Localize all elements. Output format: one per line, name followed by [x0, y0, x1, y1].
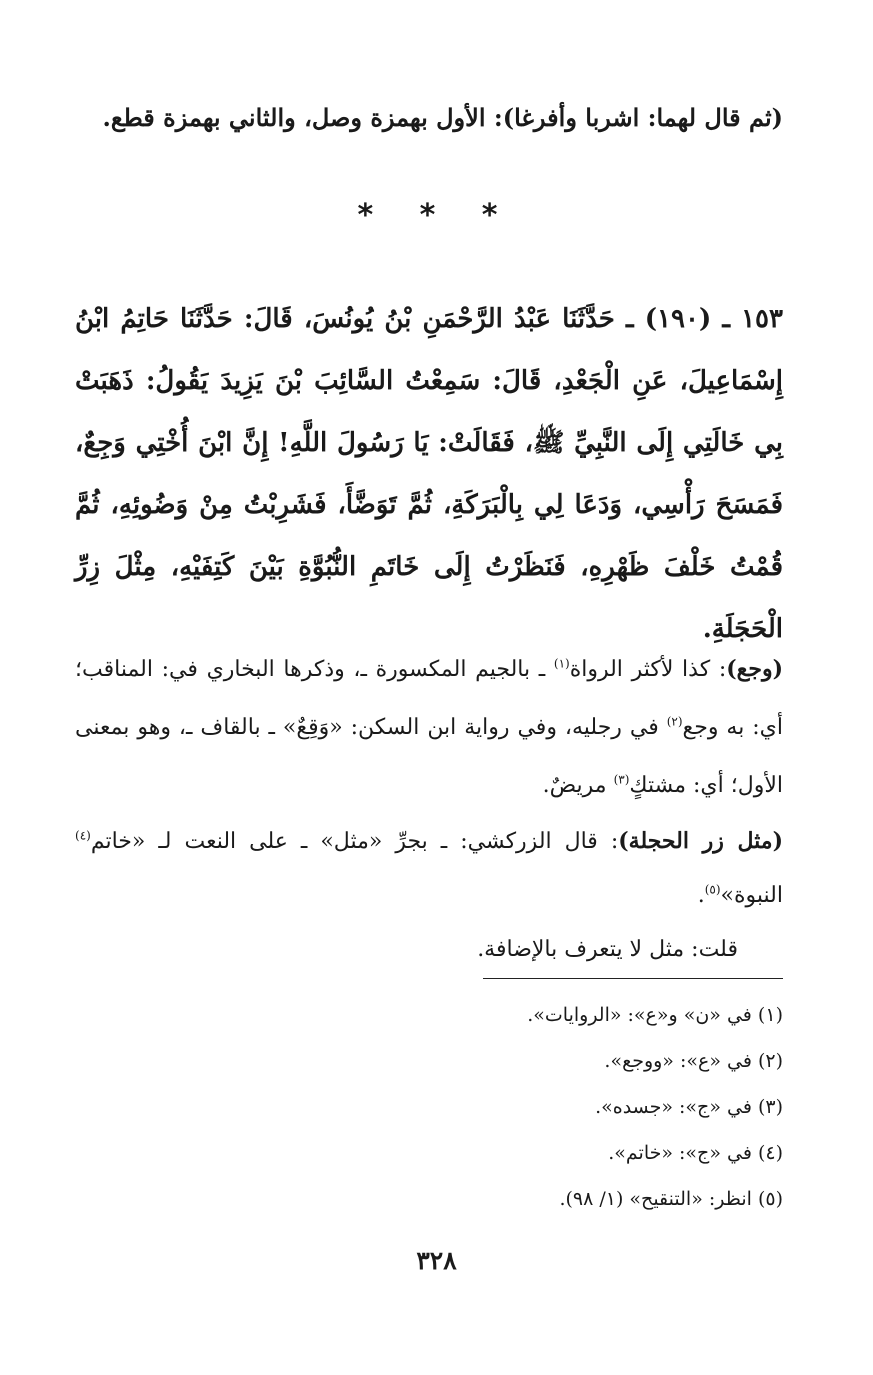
commentary-text: : كذا لأكثر الرواة	[569, 657, 727, 682]
footnote-ref-5: (٥)	[704, 882, 721, 897]
footnote-divider	[483, 978, 783, 979]
page-number: ٣٢٨	[416, 1246, 457, 1275]
commentary-label: (مثل زر الحجلة)	[618, 828, 783, 854]
footnotes-list	[75, 992, 783, 1222]
commentary-text: في رجليه، وفي رواية ابن السكن: «وَقِعٌ» ـ بالقاف ـ، وهو بمعنى الأول؛ أي: مشتكٍ	[75, 715, 783, 798]
footnote-item: (٤) في «ج»: «خاتم».	[608, 1142, 783, 1164]
footnote-item: (٢) في «ع»: «ووجع».	[604, 1050, 783, 1072]
footnote-item: (٥) انظر: «التنقيح» (١/ ٩٨).	[559, 1188, 783, 1210]
footnote-ref-4: (٤)	[75, 828, 91, 843]
footnote-item: (١) في «ن» و«ع»: «الروايات».	[527, 1004, 783, 1026]
commentary-text: ـ بالجيم المكسورة ـ، وذكرها البخاري في: المناقب؛ أي: به وجع	[75, 657, 784, 740]
section-separator: * * *	[357, 198, 516, 233]
commentary-zirr	[75, 814, 783, 923]
hadith-paragraph: ١٥٣ ـ (١٩٠) ـ حَدَّثَنَا عَبْدُ الرَّحْمَنِ بْنُ يُونُسَ، قَالَ: حَدَّثَنَا حَاتِمُ ابْنُ إِسْمَاعِيلَ، عَنِ الْجَعْدِ، قَالَ: سَمِعْتُ السَّائِبَ بْنَ يَزِيدَ يَقُولُ: ذَهَبَتْ بِي خَالَتِي إِلَى النَّبِيِّ ﷺ، فَقَالَتْ: يَا رَسُولَ اللَّهِ! إِنَّ ابْنَ أُخْتِي وَجِعٌ، فَمَسَحَ رَأْسِي، وَدَعَا لِي بِالْبَرَكَةِ، ثُمَّ تَوَضَّأَ، فَشَرِبْتُ مِنْ وَضُوئِهِ، ثُمَّ قُمْتُ خَلْفَ ظَهْرِهِ، فَنَظَرْتُ إِلَى خَاتَمِ النُّبُوَّةِ بَيْنَ كَتِفَيْهِ، مِثْلَ زِرِّ الْحَجَلَةِ.	[75, 304, 783, 644]
commentary-qultu: قلت: مثل لا يتعرف بالإضافة.	[477, 937, 738, 962]
footnote-ref-1: (١)	[553, 656, 570, 671]
commentary-text: .	[697, 883, 705, 908]
footnote-ref-3: (٣)	[613, 772, 630, 787]
commentary-text: : قال الزركشي: ـ بجرِّ «مثل» ـ على النعت لـ «خاتم	[90, 829, 619, 854]
commentary-text: النبوة»	[720, 883, 783, 908]
footnote-ref-2: (٢)	[666, 714, 683, 729]
commentary-wajia	[75, 640, 783, 815]
commentary-label: (وجع)	[726, 656, 783, 682]
footnote-item: (٣) في «ج»: «جسده».	[595, 1096, 783, 1118]
intro-paragraph: (ثم قال لهما: اشربا وأفرغا): الأول بهمزة وصل، والثاني بهمزة قطع.	[102, 103, 783, 132]
commentary-text: مريضٌ.	[542, 773, 614, 798]
